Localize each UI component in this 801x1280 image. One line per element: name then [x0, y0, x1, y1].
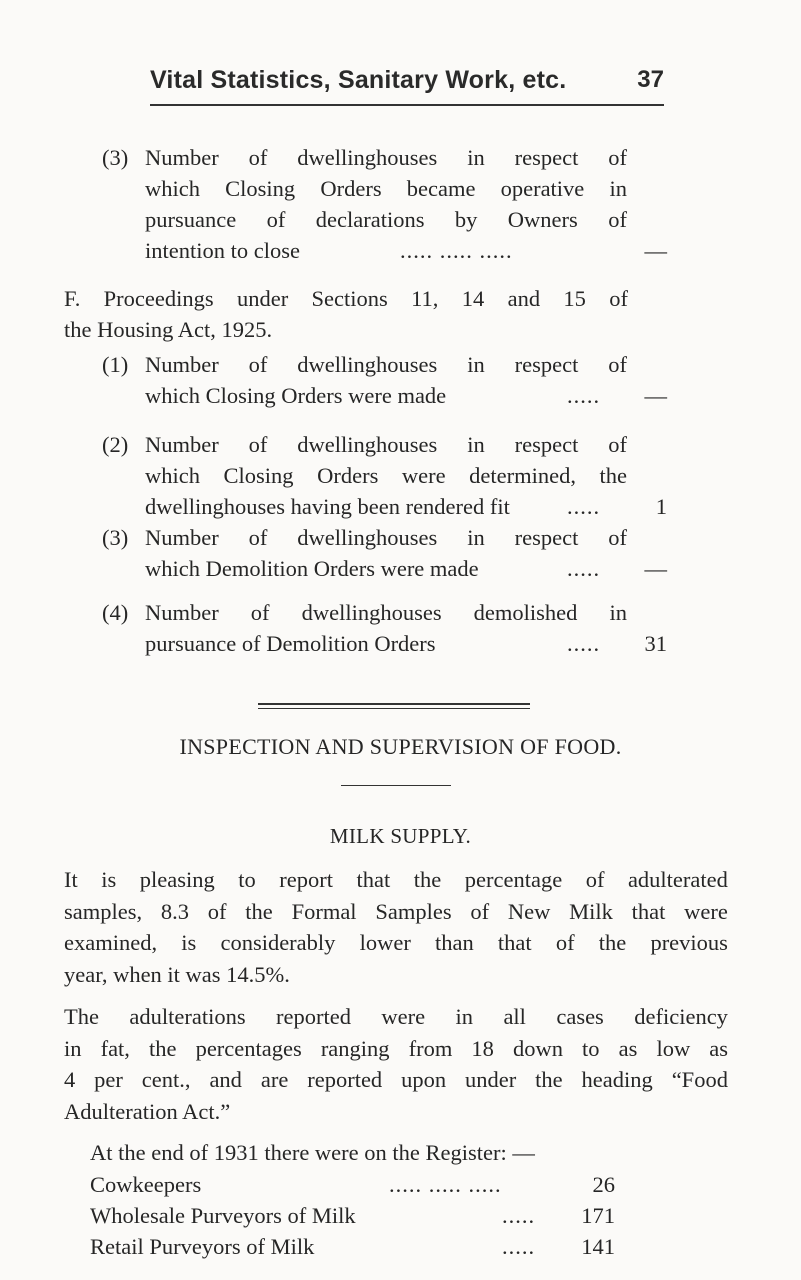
item-line: pursuance of declarations by Owners of — [145, 207, 627, 232]
page-number: 37 — [637, 66, 664, 93]
item-value: 31 — [644, 631, 667, 656]
item-line: Number of dwellinghouses demolished in — [145, 600, 627, 625]
item-number: (1) — [102, 352, 129, 377]
leader-dots: ..... — [567, 383, 601, 408]
paragraph-line: Adulteration Act.” — [64, 1098, 231, 1124]
paragraph-line: 4 per cent., and are reported upon under the heading “Food — [64, 1067, 728, 1092]
leader-dots: ..... ..... ..... — [389, 1172, 502, 1197]
item-line: pursuance of Demolition Orders — [145, 631, 436, 656]
register-label: Cowkeepers — [90, 1172, 202, 1197]
item-value: — — [644, 556, 667, 581]
item-line: intention to close — [145, 238, 300, 263]
item-line: Number of dwellinghouses in respect of — [145, 432, 627, 457]
item-line: Number of dwellinghouses in respect of — [145, 352, 627, 377]
item-e3 — [0, 142, 801, 272]
register-value: 141 — [581, 1234, 615, 1259]
register-label: Retail Purveyors of Milk — [90, 1234, 315, 1259]
header-rule — [150, 104, 664, 106]
leader-dots: ..... — [567, 631, 601, 656]
item-number: (3) — [102, 525, 129, 550]
paragraph-line: examined, is considerably lower than that of the previous — [64, 930, 728, 955]
item-line: which Closing Orders became operative in — [145, 176, 627, 201]
leader-dots: ..... — [502, 1234, 536, 1259]
leader-dots: ..... — [567, 556, 601, 581]
food-heading: INSPECTION AND SUPERVISION OF FOOD. — [179, 734, 622, 759]
item-number: (2) — [102, 432, 129, 457]
item-number: (4) — [102, 600, 129, 625]
item-value: 1 — [655, 494, 667, 519]
running-header — [64, 62, 664, 102]
register-intro: At the end of 1931 there were on the Register: — — [90, 1140, 535, 1165]
item-line: which Closing Orders were made — [145, 383, 447, 408]
item-line: dwellinghouses having been rendered fit — [145, 494, 510, 519]
item-value: — — [644, 383, 667, 408]
paragraph-adulterated — [64, 864, 728, 990]
paragraph-adulterations — [64, 1001, 728, 1127]
header-title: Vital Statistics, Sanitary Work, etc. — [150, 66, 567, 94]
heading-rule — [341, 785, 451, 786]
item-line: Number of dwellinghouses in respect of — [145, 145, 627, 170]
section-divider — [258, 708, 530, 709]
section-divider — [258, 703, 530, 705]
register-value: 171 — [581, 1203, 615, 1228]
milk-heading: MILK SUPPLY. — [329, 824, 472, 848]
register-label: Wholesale Purveyors of Milk — [90, 1203, 356, 1228]
register-value: 26 — [592, 1172, 615, 1197]
section-f-heading: F. Proceedings under Sections 11, 14 and 15 of the Housing Act, 1925. — [64, 286, 628, 342]
item-value: — — [644, 238, 667, 263]
paragraph-line: It is pleasing to report that the percentage of adulterated — [64, 867, 728, 892]
paragraph-line: year, when it was 14.5%. — [64, 961, 290, 987]
paragraph-line: in fat, the percentages ranging from 18 down to as low as — [64, 1035, 728, 1061]
leader-dots: ..... ..... ..... — [400, 238, 513, 263]
item-line: Number of dwellinghouses in respect of — [145, 525, 627, 550]
paragraph-line: samples, 8.3 of the Formal Samples of New Milk that were — [64, 898, 728, 924]
leader-dots: ..... — [502, 1203, 536, 1228]
paragraph-line: The adulterations reported were in all cases deficiency — [64, 1004, 728, 1029]
item-number: (3) — [102, 145, 129, 170]
leader-dots: ..... — [567, 494, 601, 519]
item-line: which Closing Orders were determined, the — [145, 463, 627, 488]
item-line: which Demolition Orders were made — [145, 556, 479, 581]
